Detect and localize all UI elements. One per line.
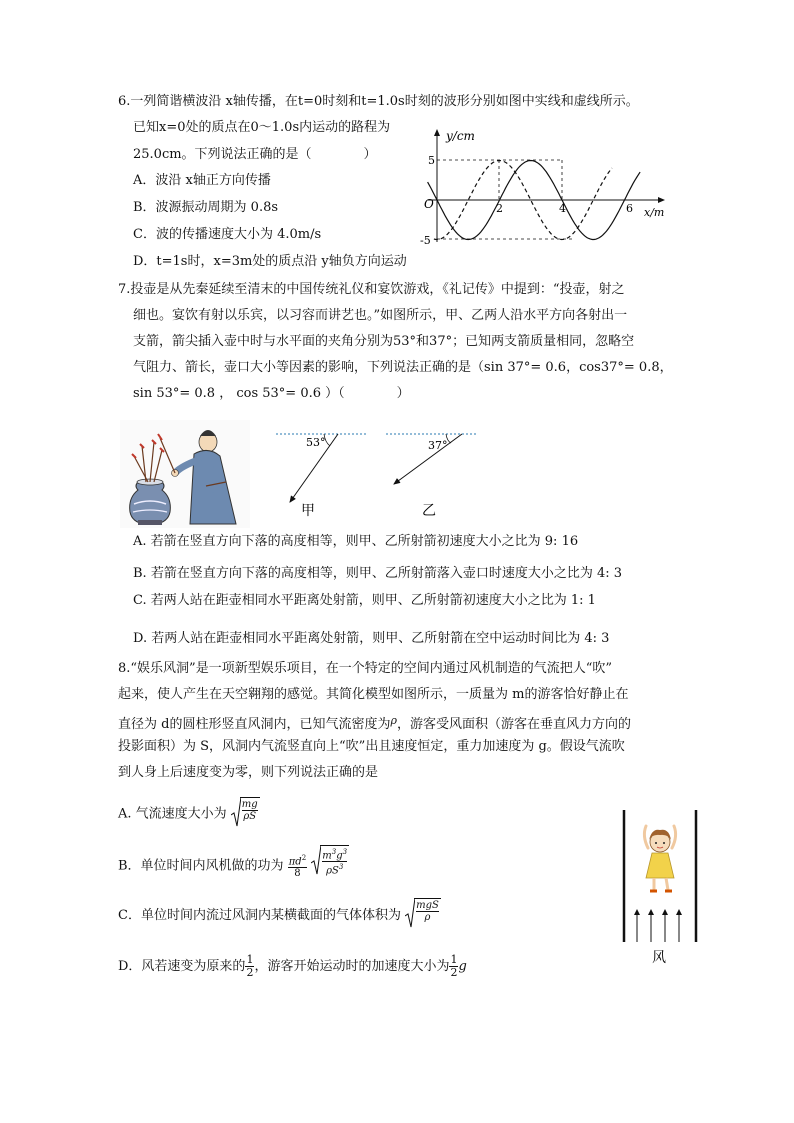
q8-option-c-formula: mgS ρ: [405, 898, 441, 933]
q7-yi-diagram: [384, 426, 484, 521]
q8-stem-line2: 起来，使人产生在天空翱翔的感觉。其简化模型如图所示，一质量为 m的游客恰好静止在: [118, 687, 629, 702]
q6-ytick-neg: -5: [420, 234, 431, 247]
q8-option-b: [118, 845, 349, 887]
q8-option-c: [118, 898, 441, 933]
rho-symbol: ρ: [390, 714, 397, 727]
q8-option-d-text2: ，游客开始运动时的加速度大小为: [254, 959, 450, 974]
q7-option-a: A. 若箭在竖直方向下落的高度相等，则甲、乙所射箭初速度大小之比为 9: 16: [133, 534, 579, 549]
q8-option-b-sqrt: $\frac{m^3g^3}{\rho S^3}$: [311, 845, 349, 887]
q7-jia-diagram: [272, 426, 372, 521]
q6-stem-line2: 已知x=0处的质点在0～1.0s内运动的路程为: [133, 120, 391, 135]
q8-option-d-half: $\frac{1}{2}$: [246, 953, 254, 979]
q8-tourist-figure: [644, 826, 675, 891]
q8-stem-line3a: 直径为 d的圆柱形竖直风洞内，已知气流密度为: [118, 717, 391, 732]
q6-option-c: C．波的传播速度大小为 4.0m/s: [133, 227, 322, 242]
q6-option-a: A．波沿 x轴正方向传播: [133, 173, 271, 188]
q6-option-b: B．波源振动周期为 0.8s: [133, 200, 279, 215]
q7-jia-angle: 53°: [306, 436, 326, 449]
q7-stem-line2: 细也。宴饮有射以乐宾，以习容而讲艺也。”如图所示，甲、乙两人沿水平方向各射出一: [133, 308, 628, 323]
q8-option-b-text: B．单位时间内风机做的功为: [118, 858, 284, 874]
q8-option-a: [118, 797, 260, 831]
q7-option-b: B. 若箭在竖直方向下落的高度相等，则甲、乙所射箭落入壶口时速度大小之比为 4: 3: [133, 566, 623, 581]
q6-stem-line1: 6.一列简谐横波沿 x轴传播，在t=0时刻和t=1.0s时刻的波形分别如图中实线和虚线所示。: [118, 94, 639, 109]
q7-yi-angle: 37°: [428, 439, 448, 452]
q8-stem-line4: 投影面积）为 S，风洞内气流竖直向上“吹”出且速度恒定，重力加速度为 g。假设气流吹: [118, 739, 625, 754]
q6-y-label: y/cm: [446, 129, 475, 143]
q8-option-d-half-g: $\frac{1}{2}$: [450, 953, 458, 979]
q6-stem-line3: 25.0cm。下列说法正确的是（ ）: [133, 147, 377, 162]
q8-stem-line1: 8.“娱乐风洞”是一项新型娱乐项目，在一个特定的空间内通过风机制造的气流把人“吹”: [118, 661, 612, 676]
q6-ytick-pos: 5: [428, 154, 435, 167]
q8-option-c-text: C．单位时间内流过风洞内某横截面的气体体积为: [118, 908, 401, 923]
q7-option-d: D. 若两人站在距壶相同水平距离处射箭，则甲、乙所射箭在空中运动时间比为 4: 3: [133, 631, 610, 646]
q6-xtick-2: 2: [496, 202, 503, 215]
q7-yi-label: 乙: [422, 503, 436, 519]
q7-option-c: C. 若两人站在距壶相同水平距离处射箭，则甲、乙所射箭初速度大小之比为 1: 1: [133, 593, 596, 608]
q7-stem-line3: 支箭，箭尖插入壶中时与水平面的夹角分别为53°和37°；已知两支箭质量相同，忽略空: [133, 334, 635, 349]
q8-stem-line5: 到人身上后速度变为零，则下列说法正确的是: [118, 765, 379, 780]
q8-wind-label: 风: [652, 950, 666, 966]
q7-stem-line5: sin 53°= 0.8 ， cos 53°= 0.6 ）（ ）: [133, 386, 410, 401]
q6-origin-label: O: [424, 197, 434, 211]
q8-option-d: [118, 950, 467, 984]
q6-x-label: x/m: [644, 206, 665, 219]
q6-option-d: D．t=1s时，x=3m处的质点沿 y轴负方向运动: [133, 254, 407, 269]
q8-wind-tunnel-figure: [612, 806, 712, 971]
q8-stem-line3b: ，游客受风面积（游客在垂直风力方向的: [396, 717, 631, 732]
q8-stem-line3: [118, 711, 631, 735]
q7-stem-line1: 7.投壶是从先秦延续至清末的中国传统礼仪和宴饮游戏，《礼记传》中提到：“投壶，射之: [118, 282, 625, 297]
q8-option-b-fraction: $\frac{\pi d^2}{8}$: [288, 853, 307, 879]
q6-xtick-6: 6: [626, 202, 633, 215]
q7-stem-line4: 气阻力、箭长，壶口大小等因素的影响，下列说法正确的是（sin 37°= 0.6，cos37°= 0.8，: [133, 360, 673, 375]
q8-option-d-text1: D．风若速变为原来的: [118, 959, 246, 974]
q6-wave-graph: [418, 124, 674, 249]
q6-xtick-4: 4: [559, 202, 566, 215]
q7-jia-label: 甲: [301, 503, 315, 519]
g-symbol: g: [458, 959, 467, 974]
q8-option-a-formula: $\frac{mg}{\rho S}$: [231, 797, 260, 831]
q8-option-a-text: A. 气流速度大小为: [118, 806, 227, 822]
q7-touhu-illustration: [120, 420, 250, 528]
